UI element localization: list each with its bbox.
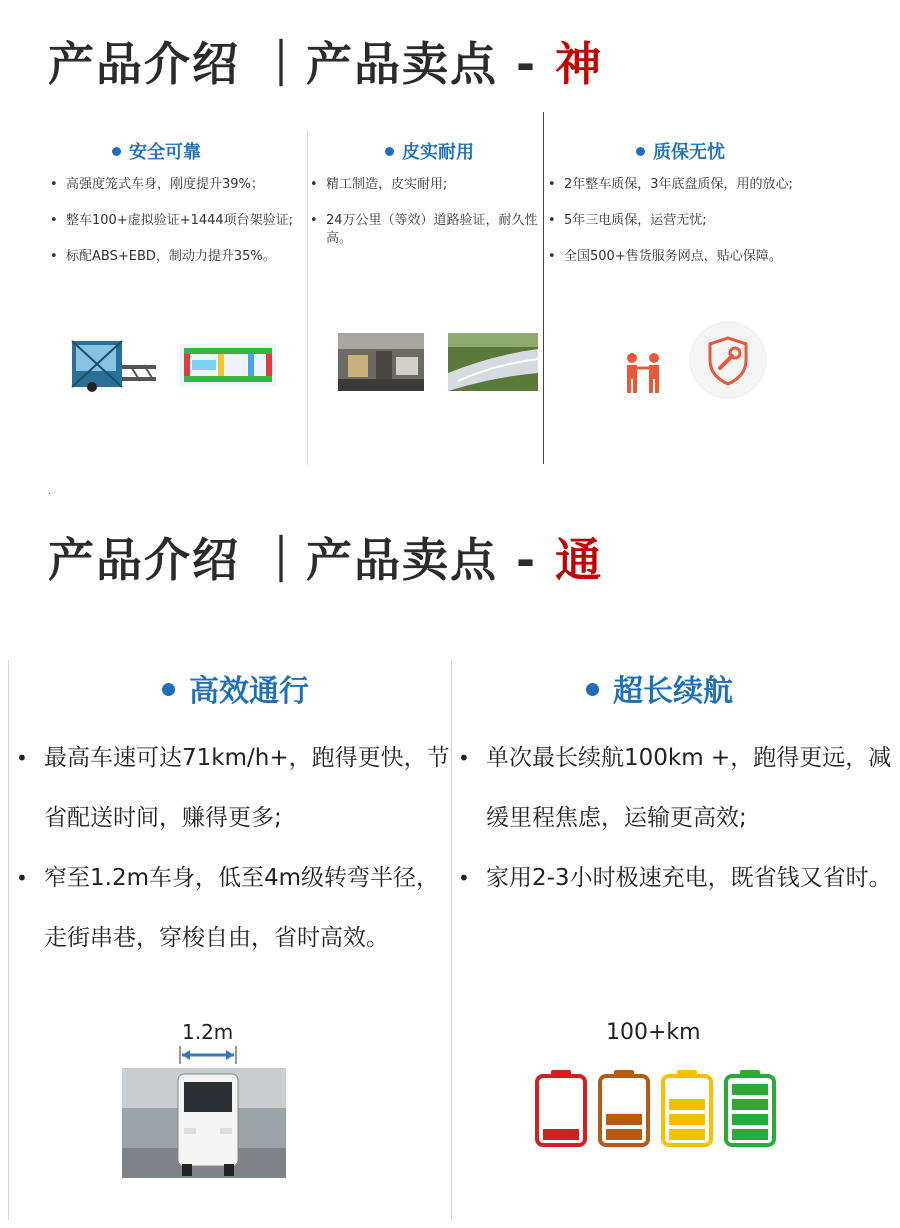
battery-bar: [606, 1129, 642, 1140]
feature-heading-label: 安全可靠: [129, 142, 201, 163]
column-divider: [8, 660, 9, 1220]
battery-bar: [669, 1114, 705, 1125]
list-item: • 高强度笼式车身，刚度提升39%；: [48, 176, 310, 194]
feature-heading-range: [586, 666, 733, 710]
battery-bar: [543, 1129, 579, 1140]
section2-title: [48, 524, 603, 590]
feature-heading-label: 皮实耐用: [402, 142, 474, 163]
list-item: • 5年三电质保，运营无忧;: [546, 212, 866, 230]
list-item: • 2年整车质保，3年底盘质保，用的放心;: [546, 176, 866, 194]
bullet-icon: [636, 147, 645, 156]
chassis-simulation-image: [178, 340, 278, 390]
battery-bar: [732, 1084, 768, 1095]
feature-heading-label: 高效通行: [189, 674, 309, 709]
service-people-icon: [620, 352, 668, 394]
feature-list-efficiency: [14, 728, 450, 968]
factory-assembly-line-image: [338, 333, 424, 391]
battery-bar: [606, 1114, 642, 1125]
feature-heading-label: 超长续航: [613, 674, 733, 709]
battery-bar: [732, 1129, 768, 1140]
battery-bar: [669, 1129, 705, 1140]
list-item: • 标配ABS+EBD，制动力提升35%。: [48, 248, 310, 266]
bullet-icon: [162, 683, 175, 696]
section1-title-prefix: 产品介绍 ｜产品卖点 -: [48, 37, 556, 91]
list-item: • 24万公里（等效）道路验证，耐久性高。: [308, 212, 542, 248]
bullet-icon: [112, 147, 121, 156]
list-item: • 家用2-3小时极速充电，既省钱又省时。: [456, 848, 892, 908]
shield-wrench-icon: [688, 320, 768, 400]
battery-icon: [660, 1070, 714, 1148]
section1-title: [48, 28, 603, 94]
section2-title-prefix: 产品介绍 ｜产品卖点 -: [48, 533, 556, 587]
list-item: • 最高车速可达71km/h+，跑得更快，节省配送时间，赚得更多;: [14, 728, 450, 848]
section2-title-accent: 通: [555, 533, 604, 587]
feature-heading-label: 质保无忧: [653, 142, 725, 163]
list-item: • 整车100+虚拟验证+1444项台架验证;: [48, 212, 310, 230]
list-item: • 精工制造，皮实耐用;: [308, 176, 542, 194]
battery-bar: [732, 1099, 768, 1110]
vehicle-cage-frame-image: [70, 335, 160, 393]
column-divider: [543, 112, 544, 464]
battery-level-group: [534, 1070, 784, 1150]
battery-bar: [669, 1099, 705, 1110]
range-label: 100+km: [606, 1020, 701, 1045]
battery-icon: [597, 1070, 651, 1148]
width-dimension-arrow: [176, 1046, 242, 1064]
battery-bar: [732, 1114, 768, 1125]
vehicle-width-label: 1.2m: [182, 1020, 234, 1044]
battery-icon: [534, 1070, 588, 1148]
feature-list-safety: [48, 176, 310, 284]
feature-list-range: [456, 728, 892, 908]
vehicle-front-photo: [122, 1068, 286, 1178]
feature-heading-safety: [112, 138, 201, 164]
section1-title-accent: 神: [555, 37, 604, 91]
column-divider: [451, 660, 452, 1220]
feature-heading-efficiency: [162, 666, 309, 710]
feature-list-durable: [308, 176, 542, 266]
list-item: • 单次最长续航100km +，跑得更远，减缓里程焦虑，运输更高效;: [456, 728, 892, 848]
feature-heading-warranty: [636, 138, 725, 164]
list-item: • 窄至1.2m车身，低至4m级转弯半径，走街串巷，穿梭自由，省时高效。: [14, 848, 450, 968]
battery-icon: [723, 1070, 777, 1148]
bullet-icon: [385, 147, 394, 156]
feature-heading-durable: [385, 138, 474, 164]
feature-list-warranty: [546, 176, 866, 284]
list-item: • 全国500+售货服务网点，贴心保障。: [546, 248, 866, 266]
bullet-icon: [586, 683, 599, 696]
test-road-image: [448, 333, 538, 391]
separator-mark: .: [48, 486, 52, 497]
